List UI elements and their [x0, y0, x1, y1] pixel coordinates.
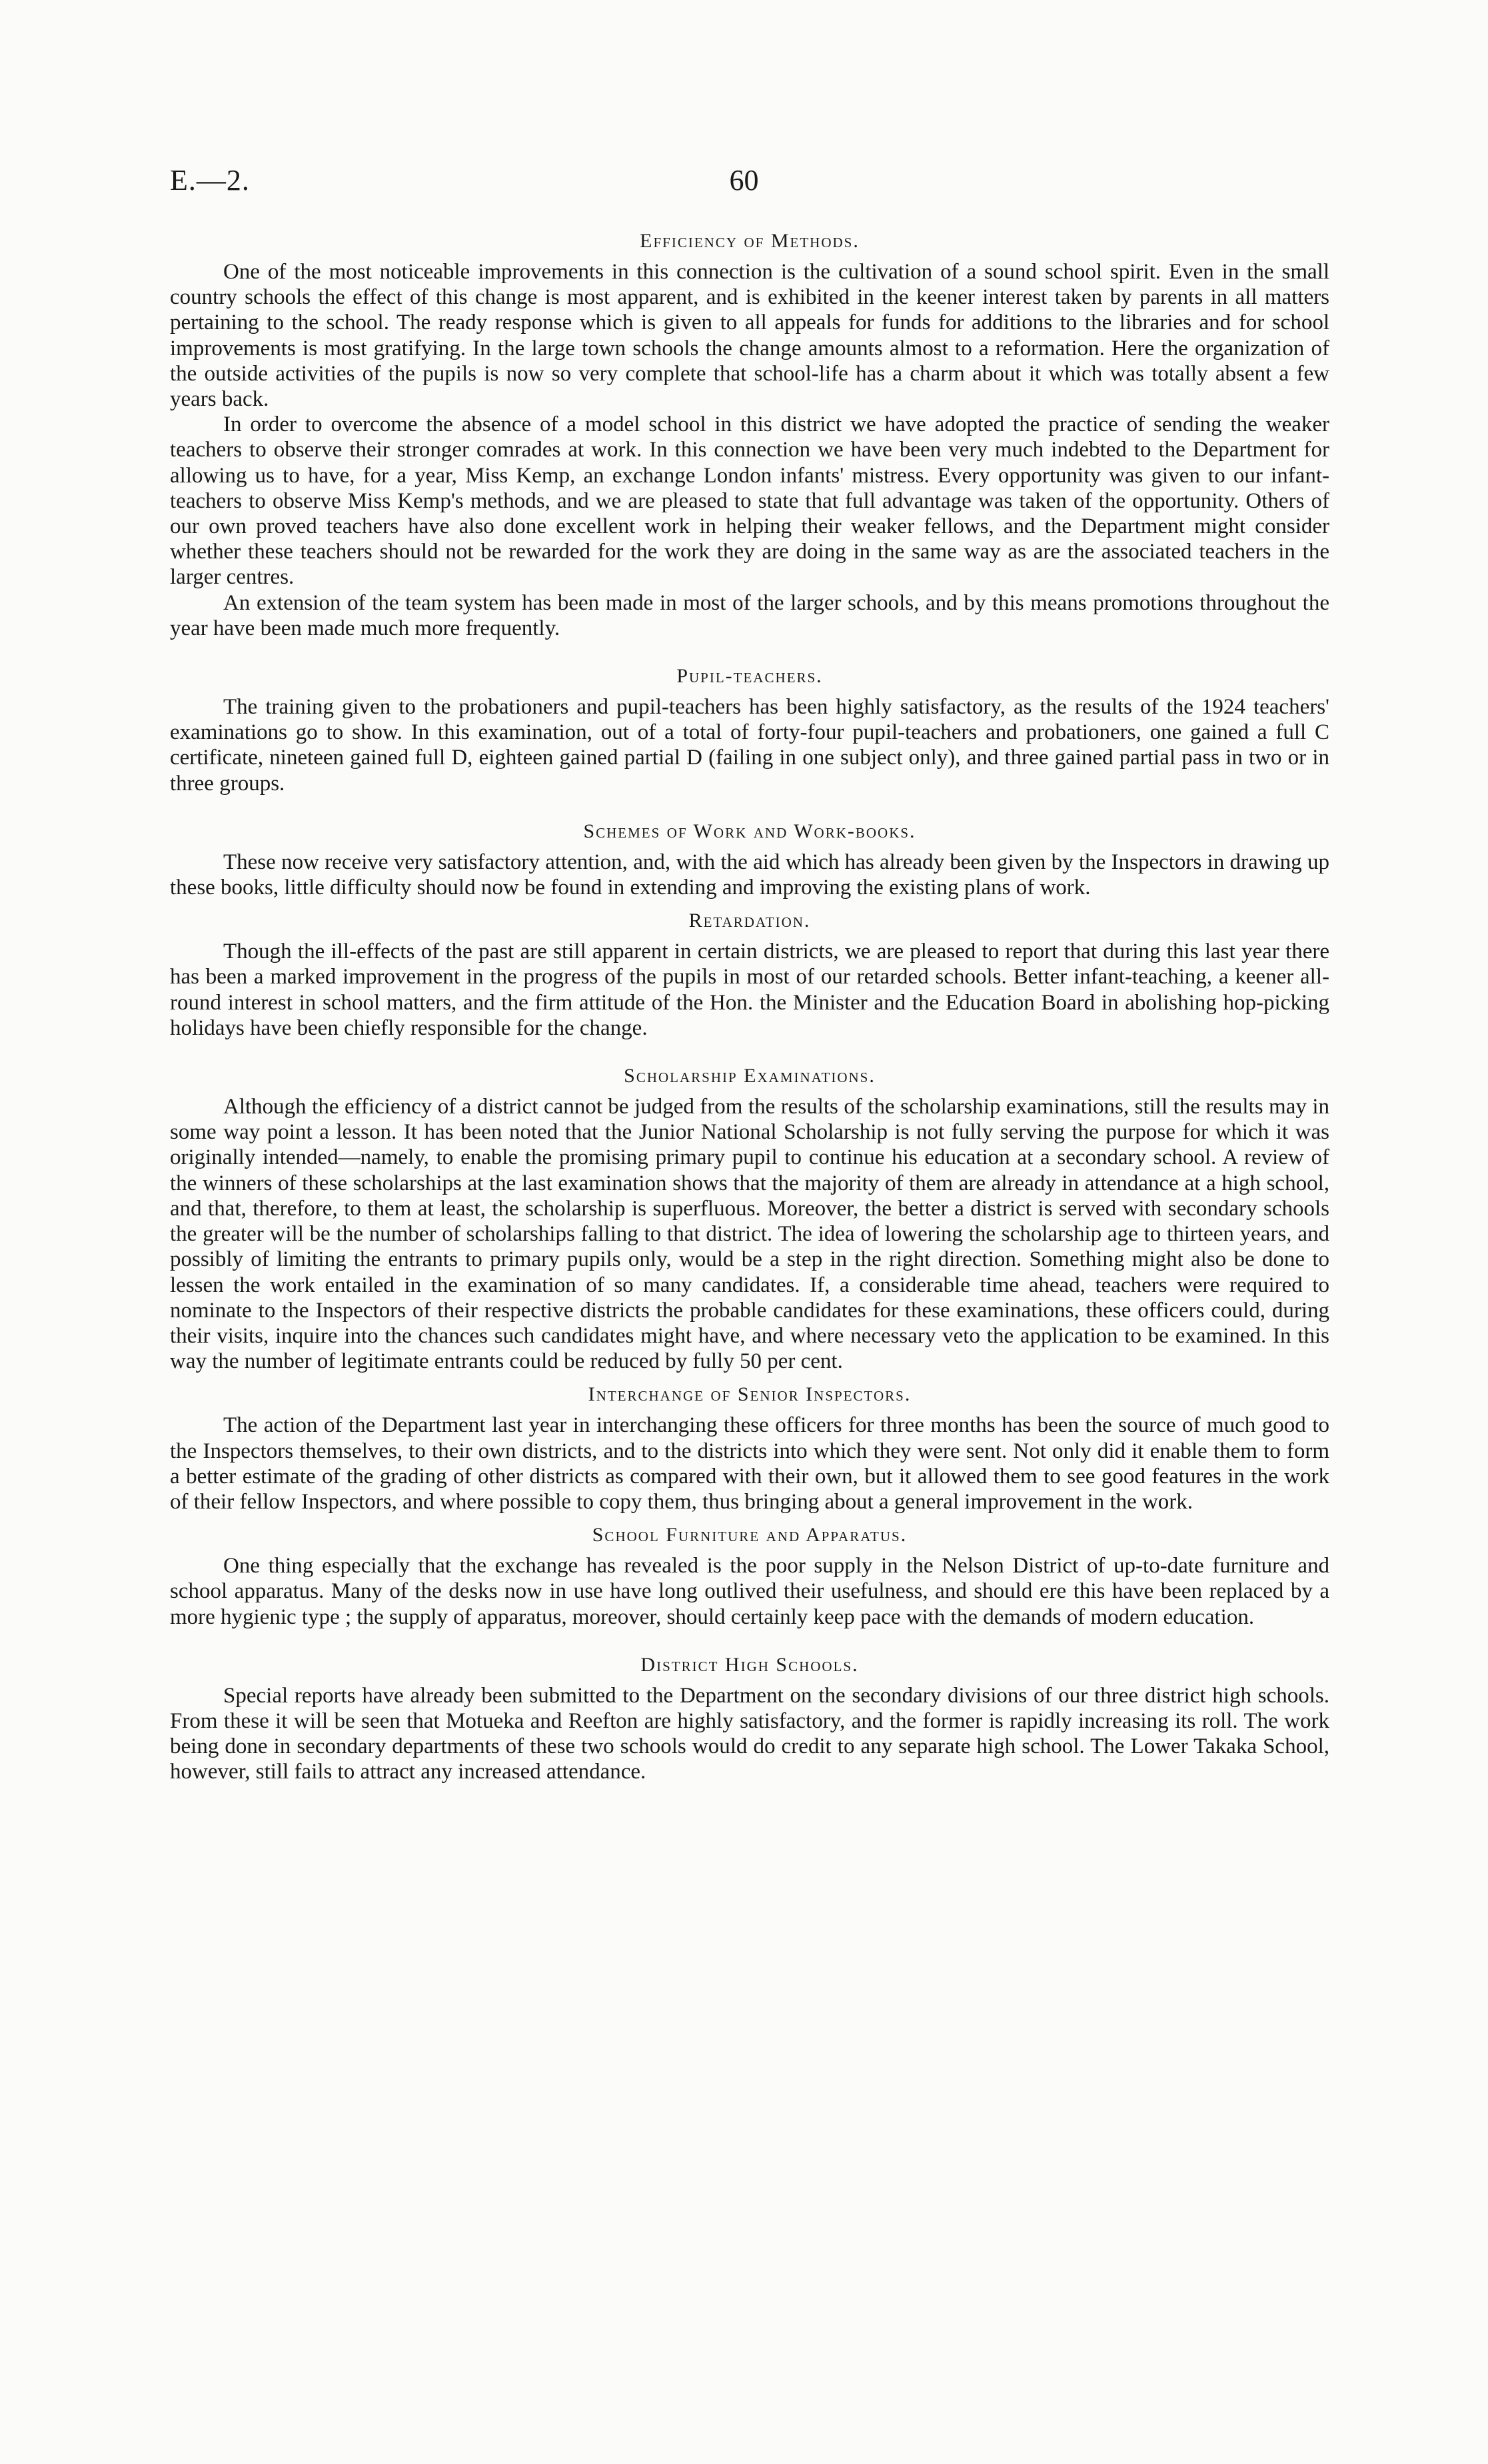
- page-header: [170, 163, 1318, 203]
- section-district-high-schools: [170, 1654, 1329, 1785]
- paragraph: Although the efficiency of a district cannot be judged from the results of the scholarship examinations, still the results may in some way point a lesson. It has been noted that the Junior National Scholarship is not fully serving the purpose for which it was originally intended—namely, to enable the promising primary pupil to continue his education at a secondary school. A review of the winners of these scholarships at the last examination shows that the majority of them are already in attendance at a high school, and that, therefore, to them at least, the scholarship is superfluous. Moreover, the better a district is served with secondary schools the greater will be the number of scholarships falling to that district. The idea of lowering the scholarship age to thirteen years, and possibly of limiting the entrants to primary pupils only, would be a step in the right direction. Something might also be done to lessen the work entailed in the examination of so many candidates. If, a considerable time ahead, teachers were required to nominate to the Inspectors of their respective districts the probable candidates for these examinations, these officers could, during their visits, inquire into the chances such candidates might have, and where necessary veto the application to be examined. In this way the number of legitimate entrants could be reduced by fully 50 per cent.: [170, 1095, 1329, 1374]
- section-scholarship-examinations: [170, 1065, 1329, 1374]
- section-heading: Pupil-teachers.: [676, 665, 823, 688]
- paragraph: An extension of the team system has been made in most of the larger schools, and by this means promotions throughout the year have been made much more frequently.: [170, 590, 1329, 640]
- paragraph: One of the most noticeable improvements in this connection is the cultivation of a sound school spirit. Even in the small country schools the effect of this change is most apparent, and is exhibited in the keener interest taken by parents in all matters pertaining to the school. The ready response which is given to all appeals for funds for additions to the libraries and for school improvements is most gratifying. In the large town schools the change amounts almost to a reformation. Here the organization of the outside activities of the pupils is now so very complete that school-life has a charm about it which was totally absent a few years back.: [170, 260, 1329, 412]
- section-schemes-of-work: [170, 820, 1329, 900]
- section-heading: School Furniture and Apparatus.: [592, 1524, 908, 1546]
- paragraph: In order to overcome the absence of a model school in this district we have adopted the practice of sending the weaker teachers to observe their stronger comrades at work. In this connection we have been very much indebted to the Department for allowing us to have, for a year, Miss Kemp, an exchange London infants' mistress. Every opportunity was given to our infant-teachers to observe Miss Kemp's methods, and we are pleased to state that full advantage was taken of the opportunity. Others of our own proved teachers have also done excellent work in helping their weaker fellows, and the Department might consider whether these teachers should not be rewarded for the work they are doing in the same way as are the associated teachers in the larger centres.: [170, 412, 1329, 590]
- section-interchange-of-senior-inspectors: [170, 1383, 1329, 1515]
- section-heading: Interchange of Senior Inspectors.: [588, 1383, 912, 1406]
- paragraph: These now receive very satisfactory attention, and, with the aid which has already been given by the Inspectors in drawing up these books, little difficulty should now be found in extending and improving the existing plans of work.: [170, 850, 1329, 900]
- section-heading: Schemes of Work and Work-books.: [583, 820, 916, 842]
- paragraph: The training given to the probationers and pupil-teachers has been highly satisfactory, as the results of the 1924 teachers' examinations go to show. In this examination, out of a total of forty-four pupil-teachers and probationers, one gained a full C certificate, nineteen gained full D, eighteen gained partial D (failing in one subject only), and three gained partial pass in two or in three groups.: [170, 695, 1329, 796]
- section-retardation: [170, 910, 1329, 1041]
- section-efficiency-of-methods: [170, 230, 1329, 641]
- paragraph: One thing especially that the exchange has revealed is the poor supply in the Nelson District of up-to-date furniture and school apparatus. Many of the desks now in use have long outlived their usefulness, and should ere this have been replaced by a more hygienic type ; the supply of apparatus, moreover, should certainly keep pace with the demands of modern education.: [170, 1554, 1329, 1629]
- paragraph: Special reports have already been submitted to the Department on the secondary divisions of our three district high schools. From these it will be seen that Motueka and Reefton are highly satisfactory, and the former is rapidly increasing its roll. The work being done in secondary departments of these two schools would do credit to any separate high school. The Lower Takaka School, however, still fails to attract any increased attendance.: [170, 1683, 1329, 1784]
- page-number: 60: [729, 164, 759, 197]
- section-heading: Efficiency of Methods.: [640, 230, 860, 252]
- section-heading: Retardation.: [688, 910, 811, 932]
- section-heading: Scholarship Examinations.: [624, 1065, 876, 1087]
- document-reference: E.—2.: [170, 164, 250, 197]
- section-school-furniture-and-apparatus: [170, 1524, 1329, 1630]
- section-pupil-teachers: [170, 665, 1329, 796]
- paragraph: Though the ill-effects of the past are still apparent in certain districts, we are pleased to report that during this last year there has been a marked improvement in the progress of the pupils in most of our retarded schools. Better infant-teaching, a keener all-round interest in school matters, and the firm attitude of the Hon. the Minister and the Education Board in abolishing hop-picking holidays have been chiefly responsible for the change.: [170, 939, 1329, 1040]
- paragraph: The action of the Department last year in interchanging these officers for three months has been the source of much good to the Inspectors themselves, to their own districts, and to the districts into which they were sent. Not only did it enable them to form a better estimate of the grading of other districts as compared with their own, but it allowed them to see good features in the work of their fellow Inspectors, and where possible to copy them, thus bringing about a general improvement in the work.: [170, 1413, 1329, 1514]
- page-body: [170, 230, 1329, 1785]
- section-heading: District High Schools.: [640, 1653, 859, 1676]
